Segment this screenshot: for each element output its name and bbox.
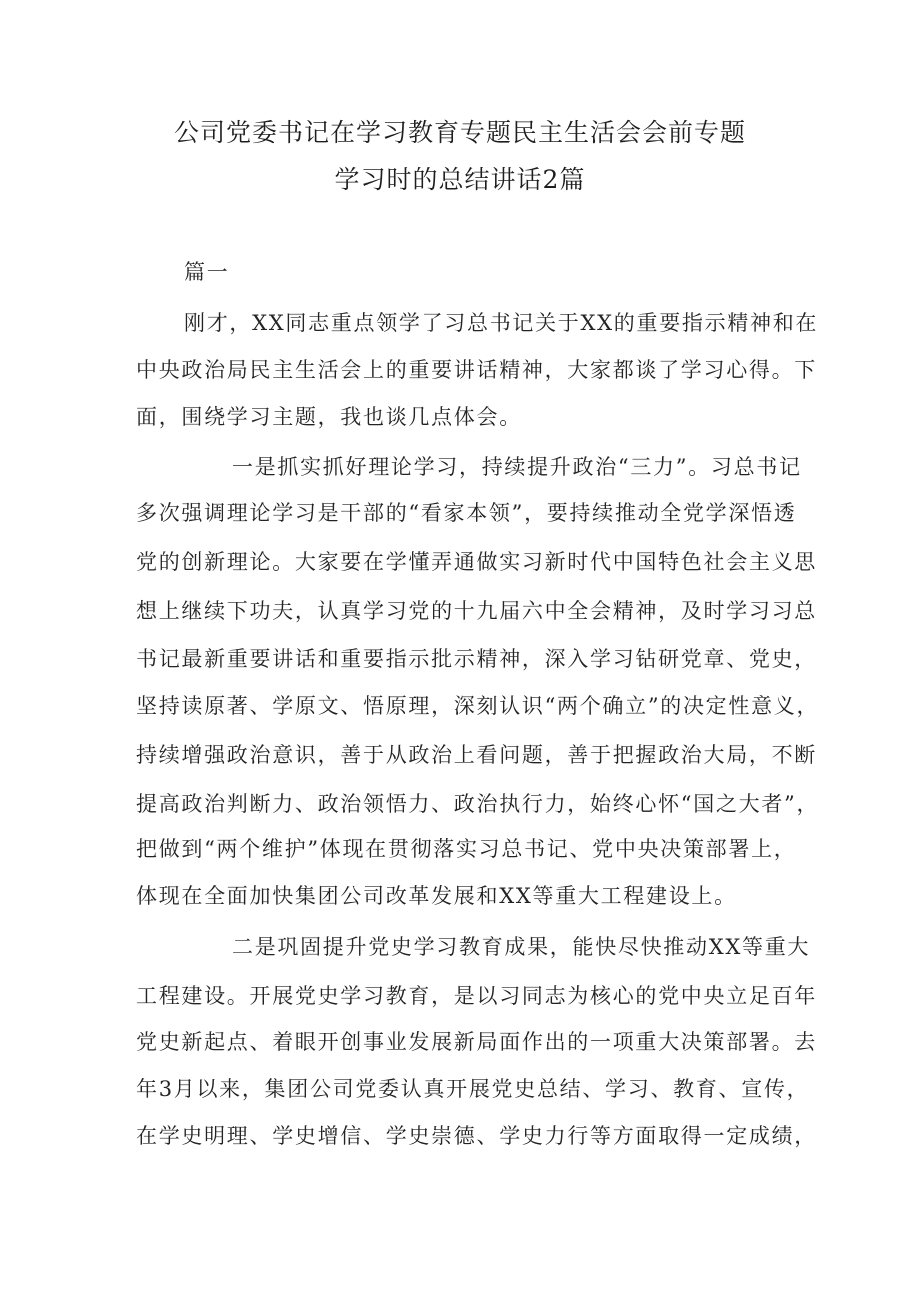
document-title-line-1: 公司党委书记在学习教育专题民主生活会会前专题	[173, 118, 746, 147]
body-line: 持续增强政治意识，善于从政治上看问题，善于把握政治大局，不断	[136, 743, 817, 767]
body-line: 把做到“两个维护”体现在贯彻落实习总书记、党中央决策部署上，	[136, 837, 797, 861]
body-line: 多次强调理论学习是干部的“看家本领”，要持续推动全党学深悟透	[136, 501, 797, 525]
body-line: 提高政治判断力、政治领悟力、政治执行力，始终心怀“国之大者”，	[136, 792, 820, 816]
body-line: 工程建设。开展党史学习教育，是以习同志为核心的党中央立足百年	[136, 984, 817, 1008]
body-line: 想上继续下功夫，认真学习党的十九届六中全会精神，及时学习习总	[136, 599, 817, 623]
body-line: 在学史明理、学史增信、学史崇德、学史力行等方面取得一定成绩，	[136, 1124, 817, 1148]
body-line: 体现在全面加快集团公司改革发展和XX等重大工程建设上。	[136, 884, 737, 908]
body-line: 党史新起点、着眼开创事业发展新局面作出的一项重大决策部署。去	[136, 1030, 817, 1054]
body-line: 坚持读原著、学原文、悟原理，深刻认识“两个确立”的决定性意义，	[136, 694, 820, 718]
body-line: 一是抓实抓好理论学习，持续提升政治“三力”。习总书记	[232, 455, 802, 479]
body-line: 年3月以来，集团公司党委认真开展党史总结、学习、教育、宣传，	[136, 1077, 810, 1101]
body-line: 中央政治局民主生活会上的重要讲话精神，大家都谈了学习心得。下	[136, 358, 817, 382]
body-line: 面，围绕学习主题，我也谈几点体会。	[136, 405, 522, 429]
document-title-line-2: 学习时的总结讲话2篇	[334, 165, 586, 194]
body-line: 党的创新理论。大家要在学懂弄通做实习新时代中国特色社会主义思	[136, 550, 817, 574]
body-line: 刚才，XX同志重点领学了习总书记关于XX的重要指示精神和在	[184, 311, 819, 335]
section-label: 篇一	[184, 260, 230, 284]
body-line: 二是巩固提升党史学习教育成果，能快尽快推动XX等重大	[232, 935, 811, 959]
body-line: 书记最新重要讲话和重要指示批示精神，深入学习钻研党章、党史，	[136, 647, 817, 671]
